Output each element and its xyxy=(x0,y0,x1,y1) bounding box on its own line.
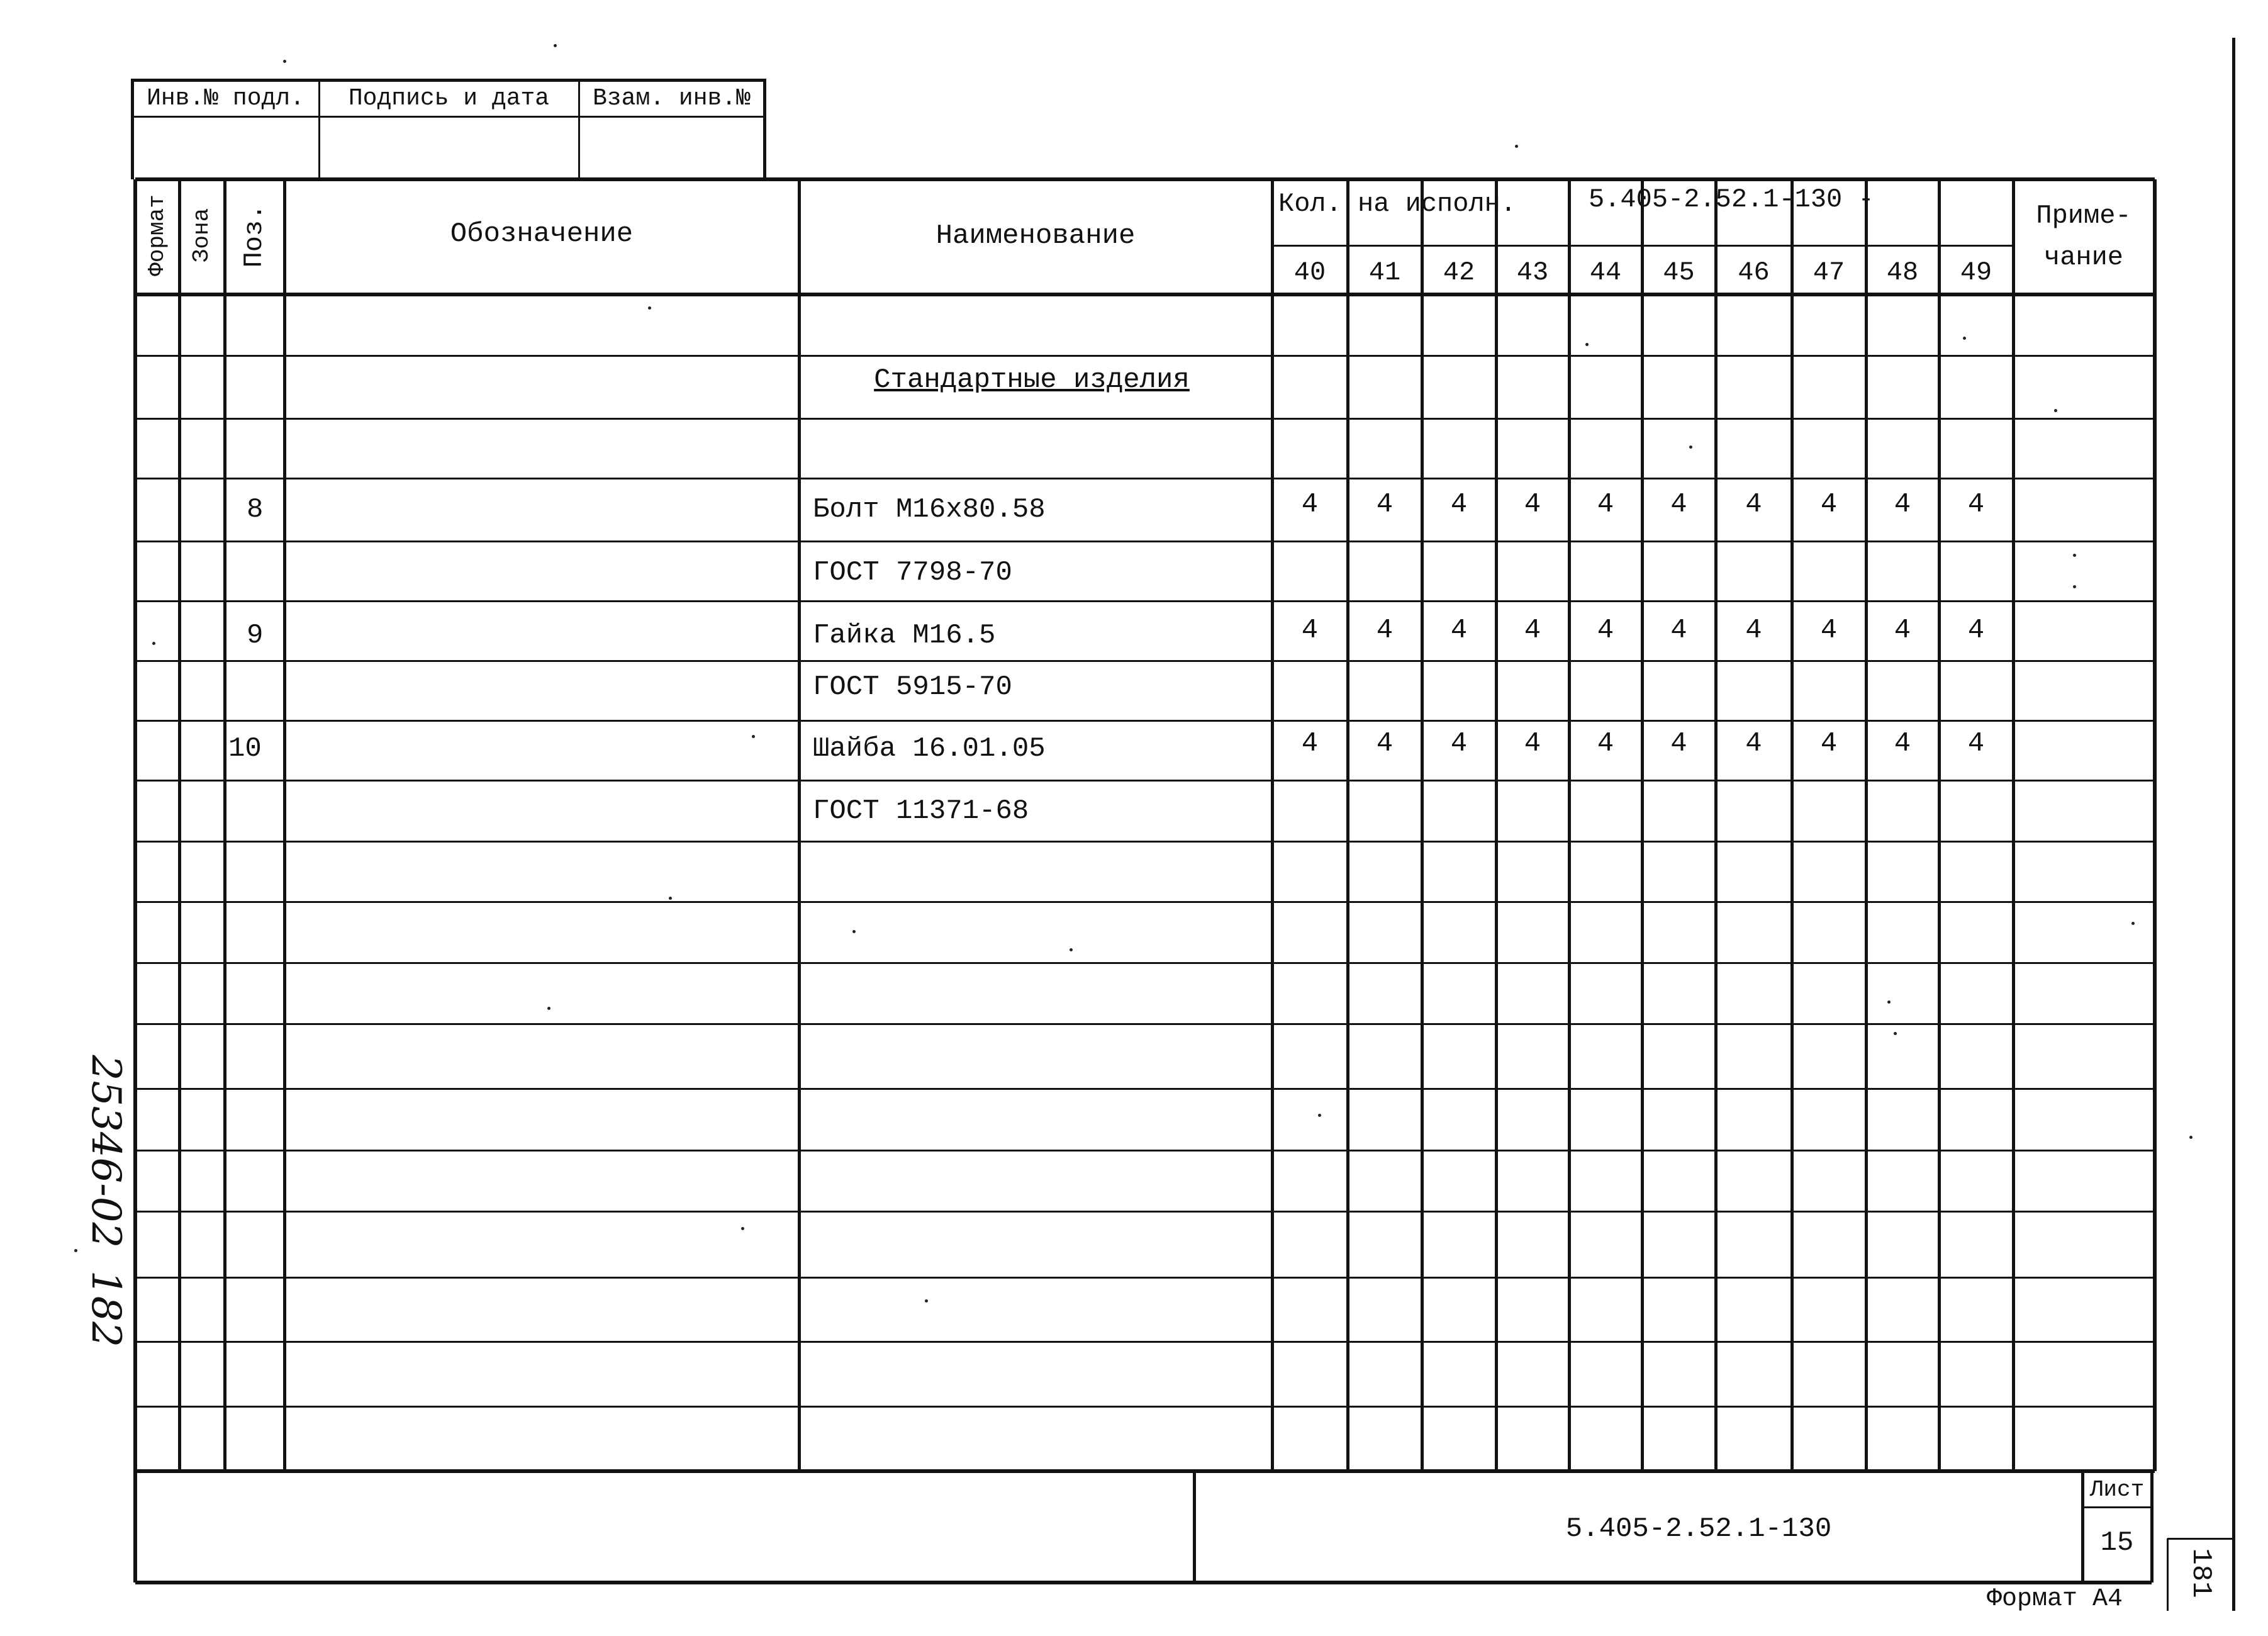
frame-bottom xyxy=(135,1581,2152,1584)
row-line xyxy=(135,1277,2155,1279)
margin-page-number: 181 xyxy=(2185,1548,2216,1598)
scan-speck xyxy=(152,642,155,645)
variant-number: 40 xyxy=(1293,257,1326,288)
row-line xyxy=(135,660,2155,662)
variant-number: 45 xyxy=(1663,257,1695,288)
quantity-value: 4 xyxy=(1301,615,1319,646)
row-line xyxy=(135,478,2155,479)
variant-number: 46 xyxy=(1738,257,1770,288)
variant-number: 43 xyxy=(1516,257,1549,288)
column-designation-label: Обозначение xyxy=(450,218,634,250)
quantity-value: 4 xyxy=(1820,489,1838,520)
row-line xyxy=(135,418,2155,420)
note-label-line1: Приме- xyxy=(2036,201,2131,231)
quantity-value: 4 xyxy=(1670,489,1687,520)
quantity-value: 4 xyxy=(1670,728,1687,759)
scan-speck xyxy=(547,1007,550,1010)
scan-speck xyxy=(852,930,856,933)
variant-number: 42 xyxy=(1443,257,1475,288)
scan-speck xyxy=(1318,1114,1321,1117)
scan-speck xyxy=(74,1249,77,1252)
quantity-value: 4 xyxy=(1967,728,1985,759)
scan-speck xyxy=(1585,343,1589,346)
scan-speck xyxy=(2131,922,2135,925)
quantity-value: 4 xyxy=(1376,728,1394,759)
scan-speck xyxy=(925,1299,928,1303)
margin-box-line xyxy=(2167,1538,2169,1611)
scan-speck xyxy=(2054,409,2057,412)
quantity-value: 4 xyxy=(1301,489,1319,520)
quantity-value: 4 xyxy=(1597,489,1614,520)
qty-header-label: Кол. на исполн. xyxy=(1278,189,1517,219)
frame-left xyxy=(133,179,137,1583)
scan-speck xyxy=(1689,445,1692,449)
quantity-value: 4 xyxy=(1967,615,1985,646)
stamp-line xyxy=(131,79,766,82)
row-line xyxy=(135,600,2155,602)
page-right-margin xyxy=(2232,38,2235,1611)
quantity-value: 4 xyxy=(1967,489,1985,520)
stamp-header: Инв.№ подл. xyxy=(147,85,304,112)
quantity-value: 4 xyxy=(1524,615,1541,646)
scan-speck xyxy=(2073,554,2076,557)
quantity-value: 4 xyxy=(1301,728,1319,759)
quantity-value: 4 xyxy=(1820,615,1838,646)
row-line xyxy=(135,901,2155,903)
quantity-value: 4 xyxy=(1670,615,1687,646)
quantity-value: 4 xyxy=(1450,489,1468,520)
quantity-value: 4 xyxy=(1894,728,1911,759)
frame-table-bottom xyxy=(135,1469,2155,1473)
row-line xyxy=(135,541,2155,542)
quantity-value: 4 xyxy=(1745,615,1762,646)
column-format-label: Формат xyxy=(144,194,170,276)
row-line xyxy=(135,1211,2155,1213)
handwritten-page: 182 xyxy=(82,1270,129,1348)
sheet-label: Лист xyxy=(2089,1477,2145,1503)
item-name: Гайка М16.5 xyxy=(813,620,996,651)
scan-speck xyxy=(669,897,672,900)
quantity-value: 4 xyxy=(1376,489,1394,520)
row-line xyxy=(135,1023,2155,1025)
title-block-line xyxy=(1193,1471,1196,1583)
quantity-value: 4 xyxy=(1597,615,1614,646)
row-line xyxy=(135,1341,2155,1343)
quantity-value: 4 xyxy=(1524,728,1541,759)
row-line xyxy=(135,1088,2155,1090)
sheet-number: 15 xyxy=(2100,1527,2134,1559)
quantity-value: 4 xyxy=(1376,615,1394,646)
position-number: 8 xyxy=(247,494,264,525)
variant-number: 47 xyxy=(1813,257,1845,288)
quantity-value: 4 xyxy=(1745,728,1762,759)
row-line xyxy=(135,720,2155,722)
quantity-value: 4 xyxy=(1524,489,1541,520)
item-name: Шайба 16.01.05 xyxy=(813,733,1046,765)
column-zone-label: Зона xyxy=(189,208,215,263)
scan-speck xyxy=(1070,948,1073,951)
scan-speck xyxy=(752,735,755,738)
column-pos-label: Поз. xyxy=(239,204,269,268)
stamp-header: Подпись и дата xyxy=(348,85,550,112)
scan-speck xyxy=(741,1227,744,1230)
item-name: ГОСТ 5915-70 xyxy=(813,671,1012,703)
scan-speck xyxy=(1515,145,1518,148)
scan-speck xyxy=(1887,1000,1891,1004)
column-name-label: Наименование xyxy=(936,220,1136,252)
quantity-value: 4 xyxy=(1894,489,1911,520)
variant-number: 44 xyxy=(1589,257,1622,288)
variant-number: 49 xyxy=(1960,257,1992,288)
scan-speck xyxy=(2189,1136,2193,1139)
quantity-value: 4 xyxy=(1450,615,1468,646)
note-label-line2: чание xyxy=(2043,242,2124,272)
format-label: Формат А4 xyxy=(1987,1585,2123,1613)
scan-speck xyxy=(2073,585,2076,588)
position-number: 9 xyxy=(247,620,264,651)
row-line xyxy=(135,841,2155,843)
scan-speck xyxy=(648,306,651,310)
qty-sub-line xyxy=(1272,245,2013,247)
scan-speck xyxy=(283,60,286,63)
quantity-value: 4 xyxy=(1820,728,1838,759)
section-title: Стандартные изделия xyxy=(874,364,1190,396)
row-line xyxy=(135,1150,2155,1151)
qty-code-label: 5.405-2.52.1-130 - xyxy=(1589,184,1874,215)
item-name: Болт М16х80.58 xyxy=(813,494,1046,525)
frame-top xyxy=(135,177,2155,181)
variant-number: 48 xyxy=(1886,257,1919,288)
scan-speck xyxy=(554,44,557,47)
item-name: ГОСТ 7798-70 xyxy=(813,557,1012,588)
variant-number: 41 xyxy=(1368,257,1401,288)
quantity-value: 4 xyxy=(1894,615,1911,646)
quantity-value: 4 xyxy=(1745,489,1762,520)
item-name: ГОСТ 11371-68 xyxy=(813,795,1029,827)
title-block-line xyxy=(2082,1506,2152,1508)
row-line xyxy=(135,962,2155,964)
stamp-header: Взам. инв.№ xyxy=(593,85,751,112)
quantity-value: 4 xyxy=(1597,728,1614,759)
scan-speck xyxy=(1963,337,1966,340)
header-bottom-line xyxy=(135,293,2155,296)
scan-speck xyxy=(1894,1032,1897,1035)
row-line xyxy=(135,780,2155,782)
row-line xyxy=(135,355,2155,357)
position-number: 10 xyxy=(228,733,262,765)
stamp-line xyxy=(131,116,766,118)
column-line xyxy=(1346,245,1349,1471)
handwritten-code: 25346-02 xyxy=(82,1055,129,1248)
quantity-value: 4 xyxy=(1450,728,1468,759)
row-line xyxy=(135,1406,2155,1408)
document-number: 5.405-2.52.1-130 xyxy=(1565,1513,1832,1545)
